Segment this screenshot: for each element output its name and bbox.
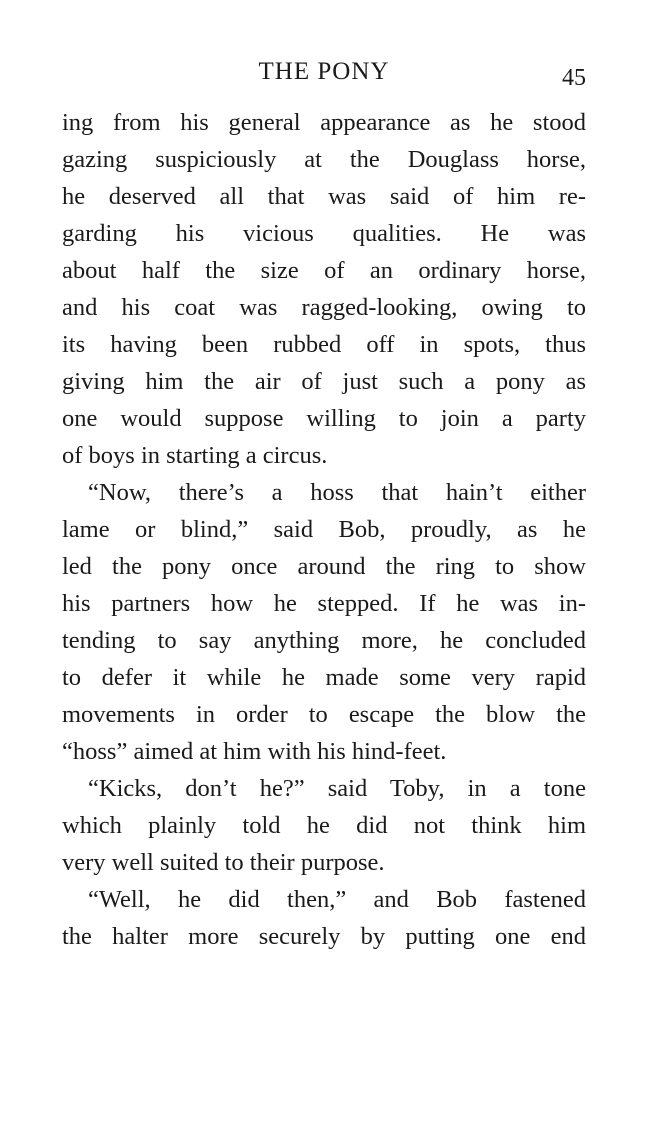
text-line: led the pony once around the ring to show xyxy=(62,553,586,580)
text-line: tending to say anything more, he concluded xyxy=(62,627,586,654)
text-line: very well suited to their purpose. xyxy=(62,849,385,876)
running-title: THE PONY xyxy=(258,58,390,85)
text-line: “Now, there’s a hoss that hain’t either xyxy=(88,479,586,506)
text-line: he deserved all that was said of him re- xyxy=(62,183,586,210)
text-line: the halter more securely by putting one end xyxy=(62,923,586,950)
page-number: 45 xyxy=(562,65,586,91)
text-line: ing from his general appearance as he stood xyxy=(62,109,586,136)
text-line: its having been rubbed off in spots, thus xyxy=(62,331,586,358)
text-line: and his coat was ragged-looking, owing to xyxy=(62,294,586,321)
body-text xyxy=(62,104,586,955)
running-head xyxy=(0,56,648,91)
text-line: of boys in starting a circus. xyxy=(62,442,328,469)
text-line: garding his vicious qualities. He was xyxy=(62,220,586,247)
text-line: giving him the air of just such a pony as xyxy=(62,368,586,395)
text-line: lame or blind,” said Bob, proudly, as he xyxy=(62,516,586,543)
text-line: gazing suspiciously at the Douglass horse, xyxy=(62,146,586,173)
text-line: “Kicks, don’t he?” said Toby, in a tone xyxy=(88,775,586,802)
text-line: to defer it while he made some very rapid xyxy=(62,664,586,691)
paragraph xyxy=(62,474,586,770)
paragraph xyxy=(62,770,586,881)
text-line: about half the size of an ordinary horse, xyxy=(62,257,586,284)
text-line: one would suppose willing to join a party xyxy=(62,405,586,432)
text-line: his partners how he stepped. If he was in- xyxy=(62,590,586,617)
text-line: “Well, he did then,” and Bob fastened xyxy=(88,886,586,913)
paragraph xyxy=(62,881,586,955)
text-line: which plainly told he did not think him xyxy=(62,812,586,839)
text-line: “hoss” aimed at him with his hind-feet. xyxy=(62,738,447,765)
paragraph xyxy=(62,104,586,474)
text-line: movements in order to escape the blow the xyxy=(62,701,586,728)
